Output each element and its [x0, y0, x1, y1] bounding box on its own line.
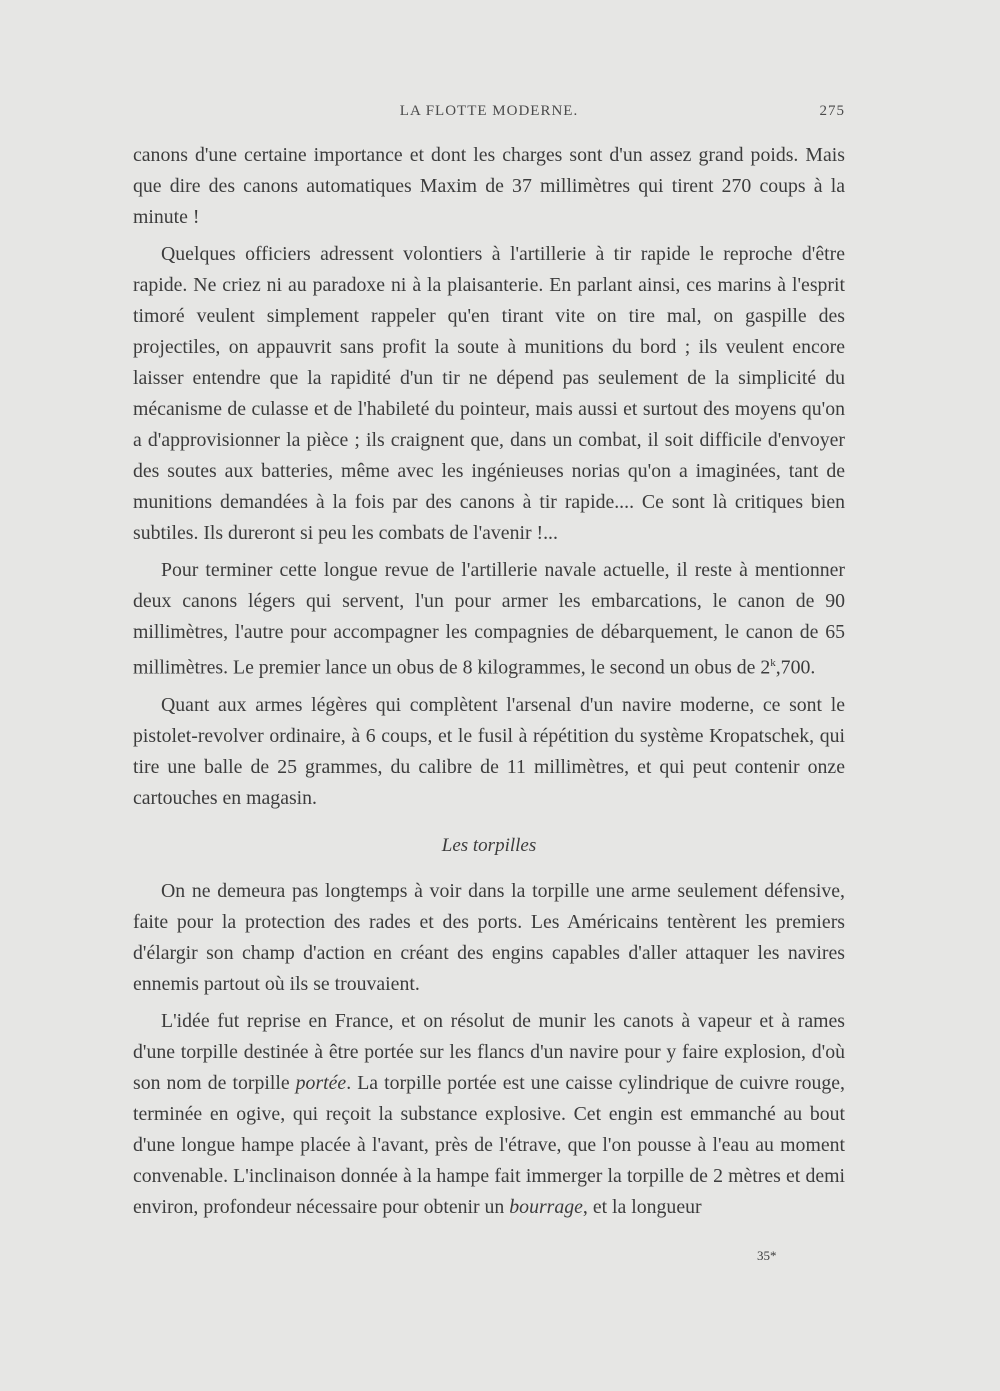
paragraph-criticism: Quelques officiers adressent volontiers à l'artillerie à tir rapide le reproche d'être rapide. Ne criez ni au paradoxe ni à la plaisanterie. En parlant ainsi, ces marins à l'esprit timoré veulent simplement rappeler qu'en tirant vite on tire mal, on gaspille des projectiles, on appauvrit sans profit la soute à munitions du bord ; ils veulent encore laisser entendre que la rapidité d'un tir ne dépend pas seulement de la simplicité du mécanisme de culasse et de l'habileté du pointeur, mais aussi et surtout des moyens qu'on a d'approvisionner la pièce ; ils craignent que, dans un combat, il soit difficile d'envoyer des soutes aux batteries, même avec les ingénieuses norias qu'on a imaginées, tant de munitions demandées à la fois par des canons à tir rapide.... Ce sont là critiques bien subtiles. Ils dureront si peu les combats de l'avenir !...	[133, 243, 845, 544]
section-heading: Les torpilles	[441, 834, 537, 856]
paragraph-text: , et la longueur	[582, 1195, 702, 1218]
paragraph-text: Pour terminer cette longue revue de l'artillerie navale actuelle, il reste à mentionner deux canons légers qui servent, l'un pour armer les embarcations, le canon de 90 millimètres, l'autre pour accompagner les compagnies de débarquement, le canon de 65 millimètres. Le premier lance un obus de 8 kilogrammes, le second un obus de 2	[133, 559, 845, 679]
paragraph-text: L'idée fut reprise en France, et on résolut de munir les canots à vapeur et à rames d'une torpille destinée à être portée sur les flancs d'un navire pour y faire explosion, d'où son nom de torpille	[133, 1009, 845, 1094]
page-body	[133, 140, 845, 1229]
paragraph-text: . La torpille portée est une caisse cylindrique de cuivre rouge, terminée en ogive, qui reçoit la substance explosive. Cet engin est emmanché au bout d'une longue hampe placée à l'avant, près de l'étrave, que l'on pousse à l'eau au moment convenable. L'inclinaison donnée à la hampe fait immerger la torpille de 2 mètres et demi environ, profondeur nécessaire pour obtenir un	[133, 1071, 845, 1218]
paragraph-torpedo-france	[133, 1006, 845, 1223]
page-number: 275	[819, 103, 845, 119]
paragraph-light-guns	[133, 555, 845, 684]
unit-superscript: k	[770, 657, 776, 669]
running-title: LA FLOTTE MODERNE.	[399, 103, 579, 119]
italic-term: portée	[295, 1071, 347, 1094]
paragraph-small-arms: Quant aux armes légères qui complètent l'arsenal d'un navire moderne, ce sont le pistolet-revolver ordinaire, à 6 coups, et le fusil à répétition du système Kropatschek, qui tire une balle de 25 grammes, du calibre de 11 millimètres, et qui peut contenir onze cartouches en magasin.	[133, 693, 845, 809]
paragraph-torpedo-intro: On ne demeura pas longtemps à voir dans la torpille une arme seulement défensive, faite pour la protection des rades et des ports. Les Américains tentèrent les premiers d'élargir son champ d'action en créant des engins capables d'aller attaquer les navires ennemis partout où ils se trouvaient.	[133, 879, 845, 995]
paragraph-continued: canons d'une certaine importance et dont les charges sont d'un assez grand poids. Mais que dire des canons automatiques Maxim de 37 millimètres qui tirent 270 coups à la minute !	[133, 144, 845, 228]
signature-mark: 35*	[757, 1248, 777, 1263]
running-header	[133, 103, 845, 129]
paragraph-text: ,700.	[775, 656, 816, 679]
italic-term: bourrage	[509, 1195, 583, 1218]
